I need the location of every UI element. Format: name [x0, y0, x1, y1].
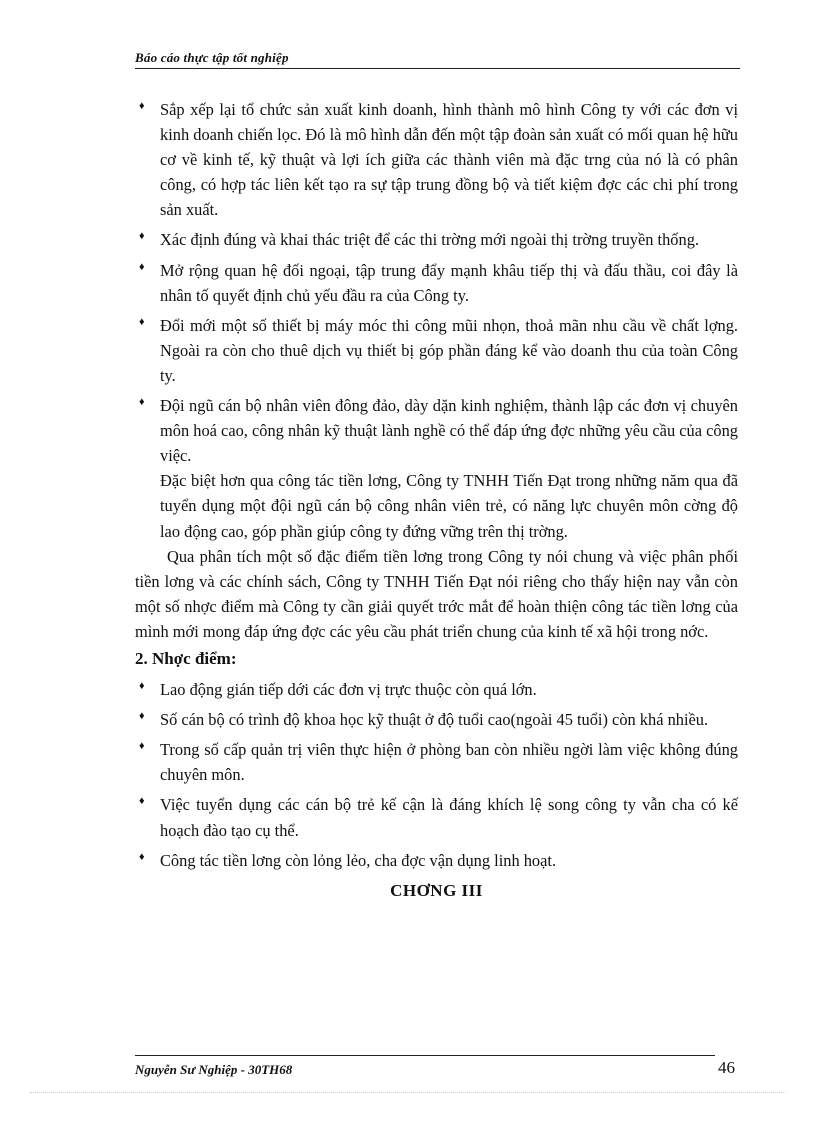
diamond-bullet-icon: ♦	[139, 740, 145, 753]
bullet-item	[135, 677, 738, 702]
bullet-item	[135, 848, 738, 873]
bullet-text: Công tác tiền lơng còn lỏng lẻo, cha đợc vận dụng linh hoạt.	[160, 850, 557, 870]
chapter-title: CHƠNG III	[390, 880, 483, 900]
page-edge	[30, 1092, 786, 1093]
diamond-bullet-icon: ♦	[139, 396, 145, 409]
page-number: 46	[718, 1058, 735, 1077]
header-title: Báo cáo thực tập tốt nghiệp	[135, 50, 289, 65]
bullet-item	[135, 393, 738, 468]
bullet-text: Trong số cấp quản trị viên thực hiện ở phòng ban còn nhiều ngời làm việc không đúng chuyên môn.	[160, 740, 738, 785]
bullet-item	[135, 97, 738, 222]
diamond-bullet-icon: ♦	[139, 710, 145, 723]
bullet-text: Số cán bộ có trình độ khoa học kỹ thuật ở độ tuổi cao(ngoài 45 tuổi) còn khá nhiều.	[160, 710, 709, 730]
page-content	[135, 97, 738, 903]
diamond-bullet-icon: ♦	[139, 850, 145, 863]
diamond-bullet-icon: ♦	[139, 100, 145, 112]
bullet-text: Việc tuyển dụng các cán bộ trẻ kế cận là đáng khích lệ song công ty vẫn cha có kế hoạch đào tạo cụ thể.	[160, 795, 738, 840]
bullet-item	[135, 227, 738, 252]
bullet-text: Lao động gián tiếp dới các đơn vị trực thuộc còn quá lớn.	[160, 680, 537, 700]
bullet-text: Mở rộng quan hệ đối ngoại, tập trung đẩy mạnh khâu tiếp thị và đấu thầu, coi đây là nhân tố quyết định chủ yếu đầu ra của Công ty.	[160, 260, 738, 305]
section-heading: 2. Nhợc điểm:	[135, 648, 237, 668]
diamond-bullet-icon: ♦	[139, 795, 145, 808]
bullet-item	[135, 792, 738, 842]
diamond-bullet-icon: ♦	[139, 680, 145, 693]
bullet-text: Xác định đúng và khai thác triệt để các thi trờng mới ngoài thị trờng truyền thống.	[160, 230, 699, 250]
bullet-item	[135, 313, 738, 388]
bullet-item	[135, 258, 738, 308]
diamond-bullet-icon: ♦	[139, 230, 145, 243]
bullet-text: Đổi mới một số thiết bị máy móc thi công mũi nhọn, thoả mãn nhu cầu về chất lợng. Ngoài ra còn cho thuê dịch vụ thiết bị góp phần đáng kể vào doanh thu của toàn Công ty.	[160, 315, 738, 385]
bullet-item	[135, 737, 738, 787]
page-footer	[135, 1055, 715, 1077]
bullet-item	[135, 707, 738, 732]
page-header	[135, 50, 740, 69]
bullet-text: Đội ngũ cán bộ nhân viên đông đảo, dày dặn kinh nghiệm, thành lập các đơn vị chuyên môn hoá cao, công nhân kỹ thuật lành nghề có thể đáp ứng đợc những yêu cầu của công việc.	[160, 396, 738, 466]
diamond-bullet-icon: ♦	[139, 260, 145, 273]
diamond-bullet-icon: ♦	[139, 315, 145, 328]
analysis-paragraph: Qua phân tích một số đặc điểm tiền lơng trong Công ty nói chung và việc phân phối tiền lơng và các chính sách, Công ty TNHH Tiến Đạt nói riêng cho thấy hiện nay vẫn còn một số nhợc điểm mà Công ty cần giải quyết trớc mắt để hoàn thiện công tác tiền lơng của mình mới mong đáp ứng đợc các yêu cầu phát triển chung của kinh tế xã hội trong nớc.	[135, 546, 738, 641]
continuation-paragraph: Đặc biệt hơn qua công tác tiền lơng, Công ty TNHH Tiến Đạt trong những năm qua đã tuyển dụng một đội ngũ cán bộ công nhân viên trẻ, có năng lực chuyên môn cờng độ lao động cao, góp phần giúp công ty đứng vững trên thị trờng.	[160, 471, 738, 541]
bullet-text: Sắp xếp lại tổ chức sản xuất kinh doanh, hình thành mô hình Công ty với các đơn vị kinh doanh chiến lọc. Đó là mô hình dẫn đến một tập đoàn sản xuất có mối quan hệ hữu cơ về kinh tế, kỹ thuật và lợi ích giữa các thành viên mà đặc trng của nó là có phân công, có hợp tác liên kết tạo ra sự tập trung đồng bộ và tiết kiệm đợc các chi phí trong sản xuất.	[160, 100, 738, 220]
footer-author: Nguyễn Sư Nghiệp - 30TH68	[135, 1062, 293, 1077]
